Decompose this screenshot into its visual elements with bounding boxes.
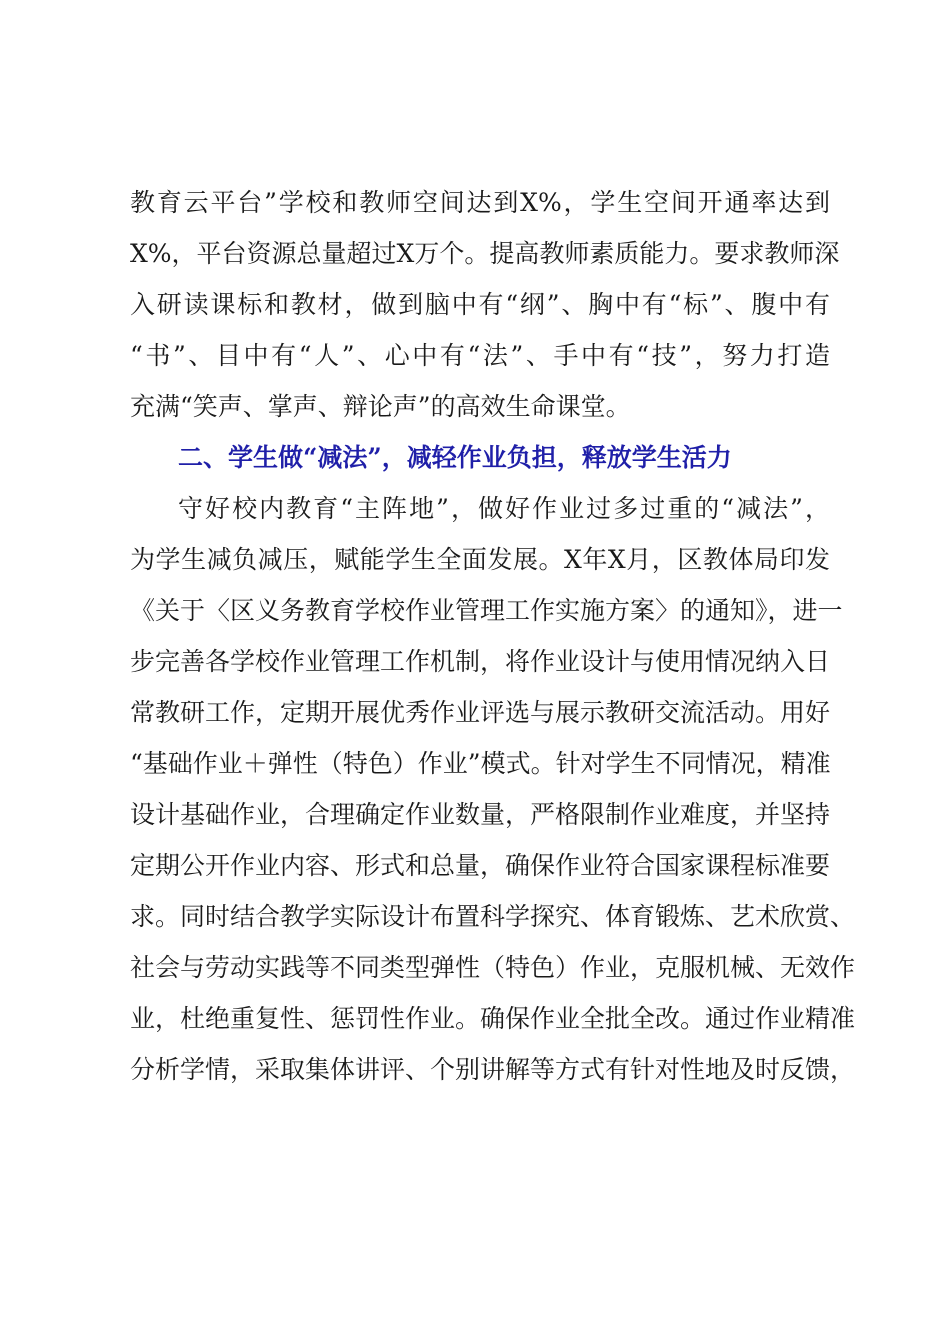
paragraph-line: 步完善各学校作业管理工作机制，将作业设计与使用情况纳入日 [130,647,831,676]
paragraph-line: 社会与劳动实践等不同类型弹性（特色）作业，克服机械、无效作 [130,953,856,982]
paragraph-line: 教育云平台”学校和教师空间达到X%，学生空间开通率达到 [130,188,830,217]
paragraph-line: 守好校内教育“主阵地”，做好作业过多过重的“减法”， [178,494,831,523]
paragraph-line: 充满“笑声、掌声、辩论声”的高效生命课堂。 [130,392,631,421]
section-heading: 二、学生做“减法”，减轻作业负担，释放学生活力 [178,443,732,472]
paragraph-line: 《关于〈区义务教育学校作业管理工作实施方案〉的通知》，进一 [130,596,843,625]
paragraph-line: “基础作业＋弹性（特色）作业”模式。针对学生不同情况，精准 [130,749,831,778]
paragraph-line: 入研读课标和教材，做到脑中有“纲”、胸中有“标”、腹中有 [130,290,830,319]
paragraph-line: 分析学情，采取集体讲评、个别讲解等方式有针对性地及时反馈， [130,1055,856,1084]
paragraph-line: 求。同时结合教学实际设计布置科学探究、体育锻炼、艺术欣赏、 [130,902,856,931]
paragraph-line: 常教研工作，定期开展优秀作业评选与展示教研交流活动。用好 [130,698,831,727]
paragraph-line: 定期公开作业内容、形式和总量，确保作业符合国家课程标准要 [130,851,831,880]
paragraph-line: 为学生减负减压，赋能学生全面发展。X年X月，区教体局印发 [130,545,830,574]
paragraph-line: 设计基础作业，合理确定作业数量，严格限制作业难度，并坚持 [130,800,831,829]
paragraph-line: X%，平台资源总量超过X万个。提高教师素质能力。要求教师深 [130,239,840,268]
paragraph-line: 业，杜绝重复性、惩罚性作业。确保作业全批全改。通过作业精准 [130,1004,856,1033]
paragraph-line: “书”、目中有“人”、心中有“法”、手中有“技”，努力打造 [130,341,830,370]
